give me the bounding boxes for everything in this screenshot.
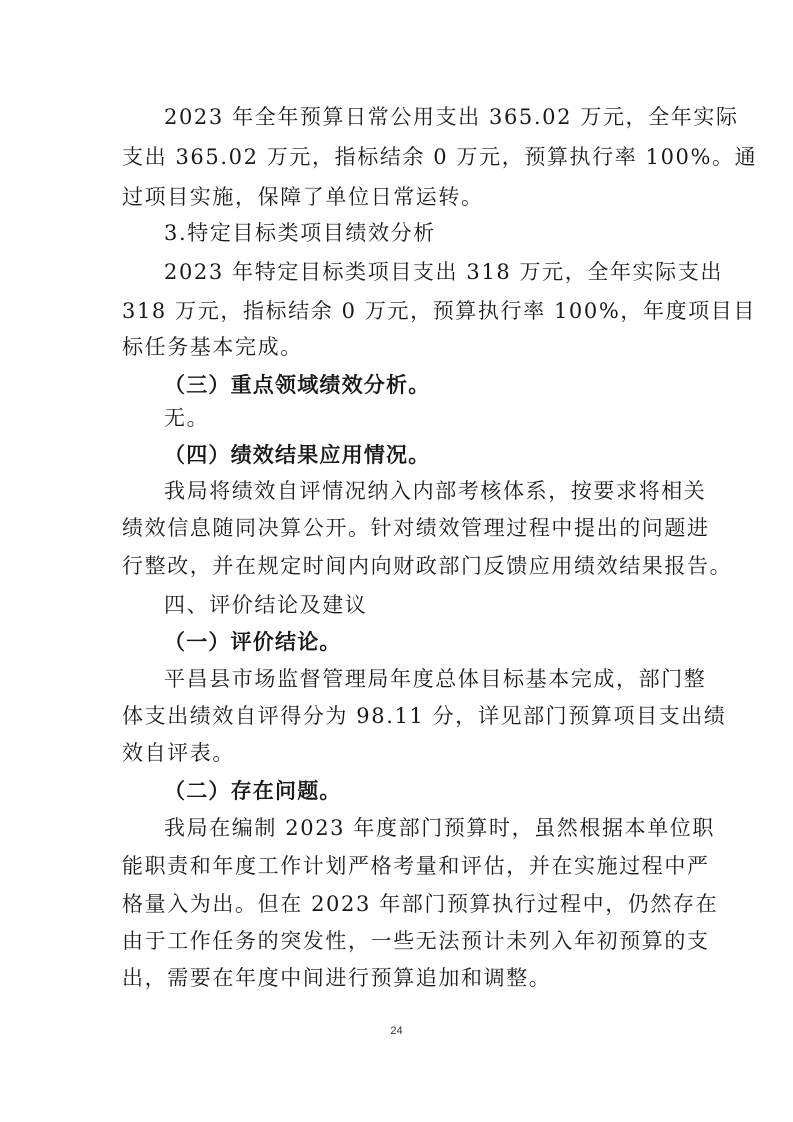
paragraph-line: 效自评表。 bbox=[122, 741, 235, 765]
paragraph-line: 过项目实施，保障了单位日常运转。 bbox=[122, 185, 484, 209]
paragraph-line: 行整改，并在规定时间内向财政部门反馈应用绩效结果报告。 bbox=[122, 554, 733, 578]
page-number: 24 bbox=[390, 1025, 403, 1037]
paragraph-line: 我局在编制 2023 年度部门预算时，虽然根据本单位职 bbox=[164, 816, 715, 840]
paragraph-line: 体支出绩效自评得分为 98.11 分，详见部门预算项目支出绩 bbox=[122, 704, 727, 728]
paragraph-line: 平昌县市场监督管理局年度总体目标基本完成，部门整 bbox=[164, 667, 707, 691]
section-heading: （二）存在问题。 bbox=[164, 779, 342, 803]
paragraph-line: 由于工作任务的突发性，一些无法预计未列入年初预算的支 bbox=[122, 929, 710, 953]
subheading: 3.特定目标类项目绩效分析 bbox=[164, 221, 436, 245]
paragraph-line: 2023 年全年预算日常公用支出 365.02 万元，全年实际 bbox=[164, 105, 739, 129]
section-heading: （四）绩效结果应用情况。 bbox=[164, 443, 431, 467]
paragraph-line: 我局将绩效自评情况纳入内部考核体系，按要求将相关 bbox=[164, 479, 707, 503]
section-heading: （三）重点领域绩效分析。 bbox=[164, 373, 431, 397]
paragraph-line: 能职责和年度工作计划严格考量和评估，并在实施过程中严 bbox=[122, 854, 710, 878]
paragraph-line: 标任务基本完成。 bbox=[122, 335, 303, 359]
paragraph-line: 支出 365.02 万元，指标结余 0 万元，预算执行率 100%。通 bbox=[122, 145, 758, 169]
section-heading: （一）评价结论。 bbox=[164, 630, 342, 654]
chapter-heading: 四、评价结论及建议 bbox=[164, 593, 368, 617]
paragraph-line: 2023 年特定目标类项目支出 318 万元，全年实际支出 bbox=[164, 260, 723, 284]
paragraph-line: 绩效信息随同决算公开。针对绩效管理过程中提出的问题进 bbox=[122, 516, 710, 540]
paragraph-line: 格量入为出。但在 2023 年部门预算执行过程中，仍然存在 bbox=[122, 892, 719, 916]
paragraph-line: 318 万元，指标结余 0 万元，预算执行率 100%，年度项目目 bbox=[122, 299, 756, 323]
paragraph-line: 无。 bbox=[164, 406, 210, 430]
paragraph-line: 出，需要在年度中间进行预算追加和调整。 bbox=[122, 966, 552, 990]
